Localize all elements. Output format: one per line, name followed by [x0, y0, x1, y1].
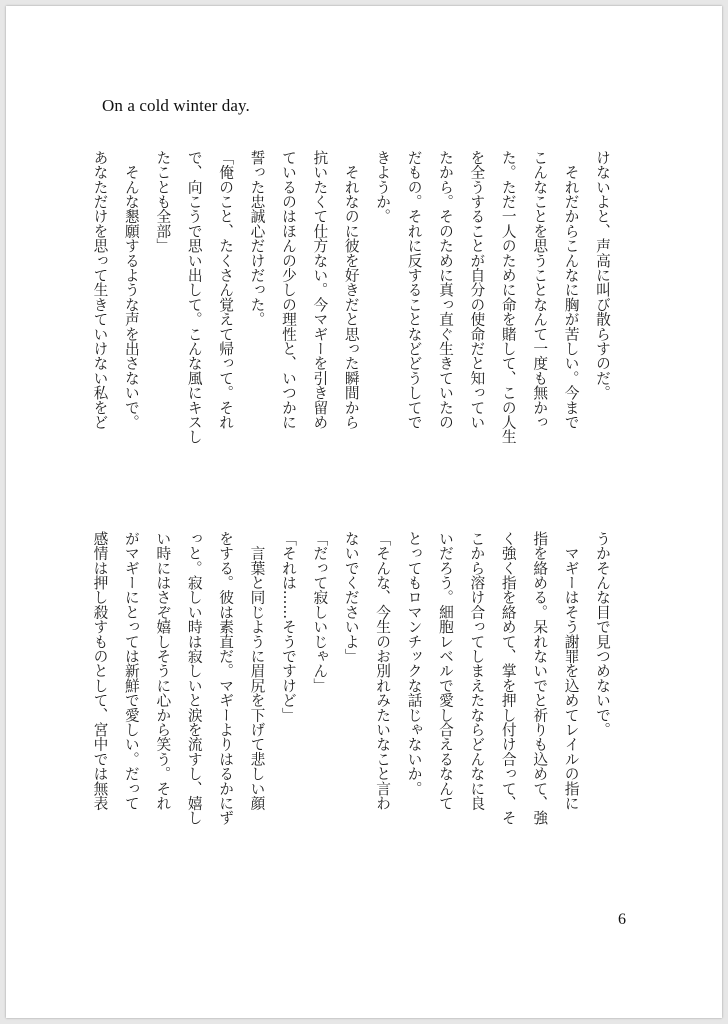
text-line: 抗いたくて仕方ない。今マギーを引き留め — [311, 150, 329, 430]
text-line: こんなことを思うことなんて一度も無かっ — [531, 150, 549, 430]
text-line: いだろう。細胞レベルで愛し合えるなんて — [436, 531, 454, 811]
document-page — [6, 6, 722, 1018]
text-line: をする。彼は素直だ。マギーよりはるかにず — [217, 531, 235, 825]
page-number: 6 — [618, 911, 626, 928]
text-line: とってもロマンチックな話じゃないか。 — [405, 531, 423, 796]
text-line: あなただけを思って生きていけない私をど — [91, 150, 109, 430]
text-line: たことも全部」 — [154, 150, 172, 253]
text-line: い時にはさぞ嬉しそうに心から笑う。それ — [154, 531, 172, 811]
text-line: で、向こうで思い出して。こんな風にキスし — [185, 150, 203, 444]
text-line: く強く指を絡めて、掌を押し付け合って、そ — [499, 531, 517, 825]
text-line: ているのはほんの少しの理性と、いつかに — [279, 150, 297, 430]
text-line: 「それは……そうですけど」 — [279, 531, 297, 723]
text-line: を全うすることが自分の使命だと知ってい — [468, 150, 486, 430]
text-line: けないよと、声高に叫び散らすのだ。 — [594, 150, 611, 400]
text-line: っと。寂しい時は寂しいと涙を流すし、嬉し — [185, 531, 203, 825]
text-line: 「だって寂しいじゃん」 — [311, 531, 329, 693]
text-line: だもの。それに反することなどどうしてで — [405, 150, 423, 430]
text-line: マギーはそう謝罪を込めてレイルの指に — [562, 531, 580, 811]
text-line: ないでくださいよ」 — [342, 531, 360, 664]
text-line: そんな懇願するような声を出さないで。 — [122, 150, 140, 430]
text-line: 「そんな、今生のお別れみたいなこと言わ — [374, 531, 392, 811]
text-line: たから。そのために真っ直ぐ生きていたの — [436, 150, 454, 430]
text-line: た。ただ一人のために命を賭して、この人生 — [499, 150, 517, 444]
text-line: それなのに彼を好きだと思った瞬間から — [342, 150, 360, 430]
page-title: On a cold winter day. — [102, 96, 250, 115]
text-line: きようか。 — [374, 150, 392, 224]
text-line: がマギーにとっては新鮮で愛しい。だって — [122, 531, 140, 811]
text-line: 感情は押し殺すものとして、宮中では無表 — [91, 531, 109, 811]
text-line: 誓った忠誠心だけだった。 — [248, 150, 266, 327]
text-line: 指を絡める。呆れないでと祈りも込めて、強 — [531, 531, 549, 825]
text-line: うかそんな目で見つめないで。 — [594, 531, 611, 737]
text-line: 「俺のこと、たくさん覚えて帰って。それ — [217, 150, 235, 430]
upper-text-block — [91, 150, 618, 504]
text-line: 言葉と同じように眉尻を下げて悲しい顔 — [248, 531, 266, 811]
text-line: こから溶け合ってしまえたならどんなに良 — [468, 531, 486, 811]
text-line: それだからこんなに胸が苦しい。今まで — [562, 150, 580, 430]
lower-text-block — [91, 531, 618, 881]
